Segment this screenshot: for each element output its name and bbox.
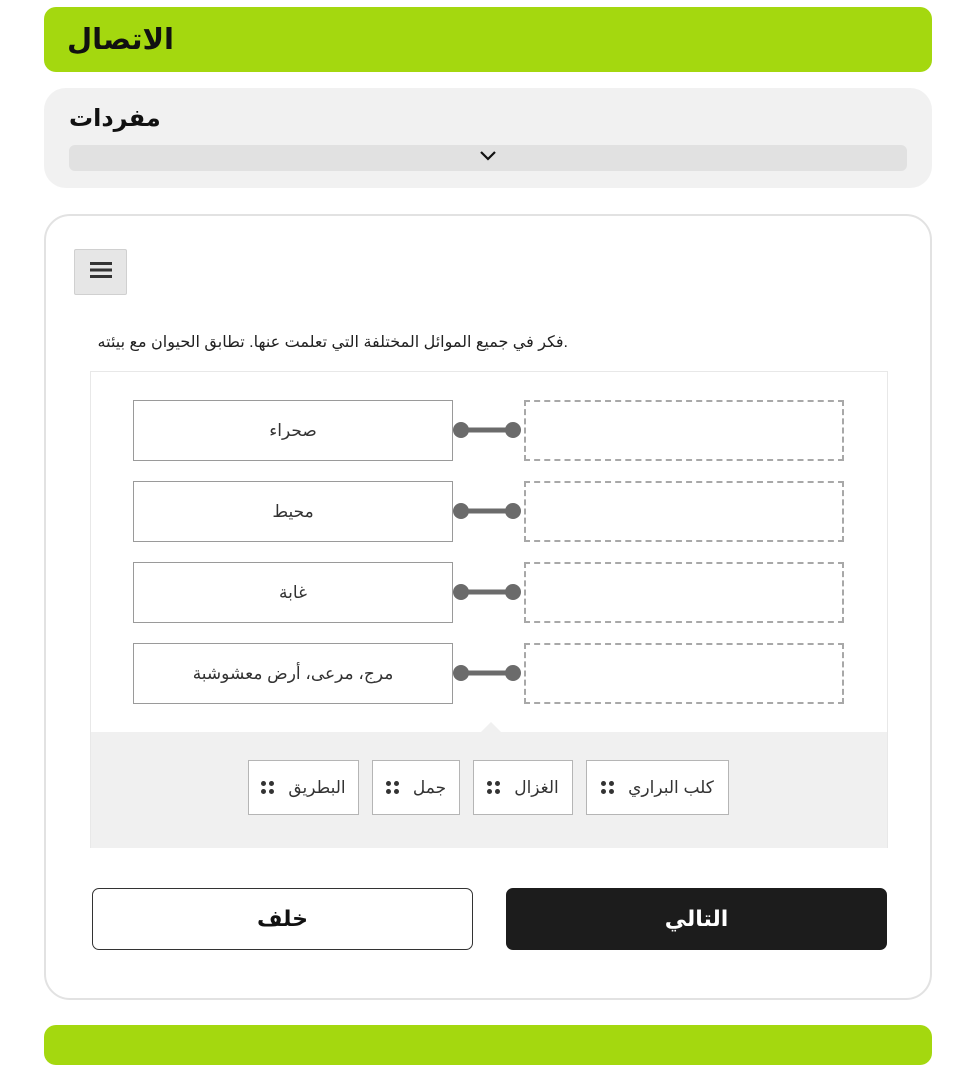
vocabulary-title: مفردات [69, 105, 161, 132]
connector-line [453, 662, 525, 684]
draggable-chip[interactable] [248, 760, 359, 815]
footer-bar [44, 1025, 932, 1065]
drop-slot[interactable] [524, 400, 844, 461]
answer-bank [91, 732, 887, 848]
drag-handle-icon [487, 781, 500, 794]
match-row [91, 400, 889, 462]
chip-label: جمل [412, 777, 447, 797]
hamburger-menu-icon [90, 261, 112, 284]
connector-line [453, 581, 525, 603]
activity-card [44, 214, 932, 1000]
vocabulary-panel [44, 88, 932, 188]
habitat-label: غابة [133, 562, 453, 623]
activity-instruction: .فكر في جميع الموائل المختلفة التي تعلمت عنها. تطابق الحيوان مع بيئته [97, 334, 568, 351]
drop-slot[interactable] [524, 481, 844, 542]
drag-handle-icon [261, 781, 274, 794]
match-row [91, 562, 889, 624]
drag-handle-icon [601, 781, 614, 794]
vocabulary-expand-toggle[interactable] [69, 145, 907, 171]
draggable-chip[interactable] [586, 760, 729, 815]
next-button[interactable]: التالي [506, 888, 887, 950]
back-button[interactable]: خلف [92, 888, 473, 950]
chip-label: البطريق [288, 777, 346, 797]
drag-handle-icon [386, 781, 399, 794]
habitat-label: صحراء [133, 400, 453, 461]
habitat-label: محيط [133, 481, 453, 542]
chevron-down-icon [479, 149, 497, 167]
match-row [91, 643, 889, 705]
chip-label: الغزال [514, 777, 559, 797]
menu-button[interactable] [74, 249, 127, 295]
connector-line [453, 419, 525, 441]
habitat-label: مرج، مرعى، أرض معشوشبة [133, 643, 453, 704]
draggable-chip[interactable] [473, 760, 573, 815]
drop-slot[interactable] [524, 562, 844, 623]
header-bar [44, 7, 932, 72]
page-title: الاتصال [66, 24, 174, 56]
connector-line [453, 500, 525, 522]
match-row [91, 481, 889, 543]
chip-label: كلب البراري [628, 777, 714, 797]
matching-area [90, 371, 888, 848]
draggable-chip[interactable] [372, 760, 460, 815]
drop-slot[interactable] [524, 643, 844, 704]
